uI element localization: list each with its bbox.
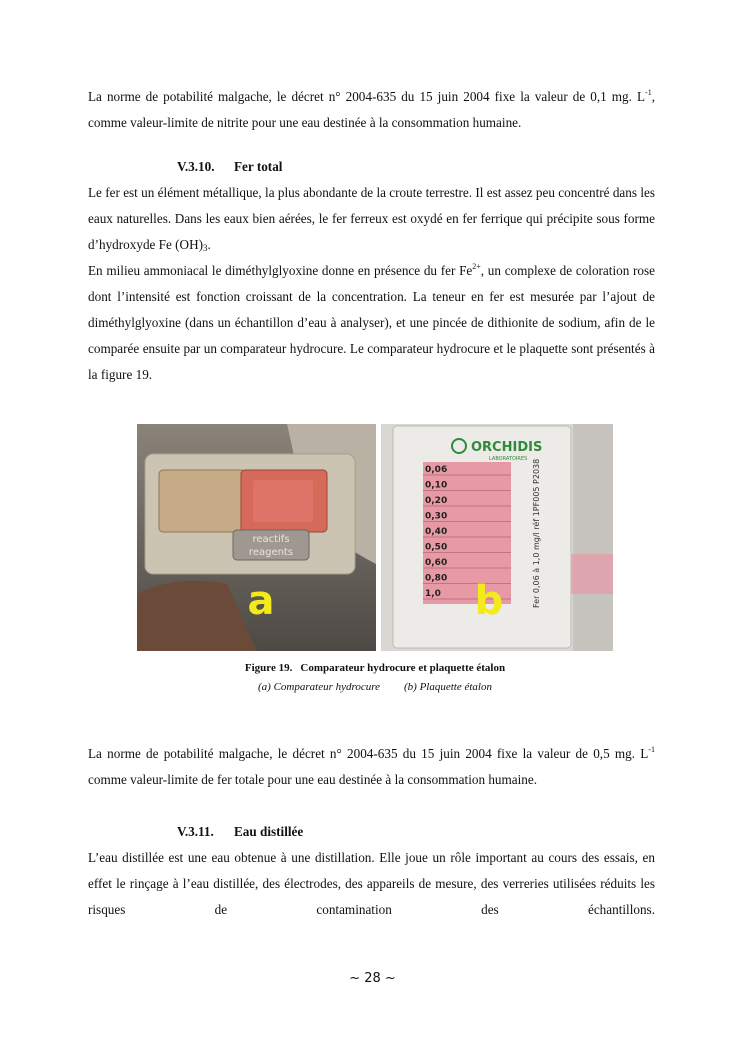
scale-value: 0,30 — [425, 511, 448, 522]
section-number: V.3.11. — [177, 824, 214, 839]
section-title: Fer total — [234, 159, 283, 174]
scale-plate-illustration — [381, 424, 613, 651]
scale-value: 0,20 — [425, 496, 448, 506]
reactifs-label: reactifs — [252, 534, 290, 545]
scale-value: 0,80 — [425, 573, 448, 584]
paragraph-fer-intro: Le fer est un élément métallique, la plus abondante de la croute terrestre. Il est assez peu concentré dans les eaux naturelles. Dans les eaux bien aérées, le fer ferreux est oxydé en fer ferrique qui précipite sous forme d’hydroxyde Fe $(OH)_3$. — [88, 185, 655, 253]
page-body-lower — [88, 741, 655, 923]
photo-comparateur-hydrocure — [137, 424, 376, 651]
section-title: Eau distillée — [234, 824, 304, 839]
comparator-illustration — [137, 424, 376, 651]
scale-value: 0,50 — [425, 542, 448, 553]
page-body — [88, 84, 655, 388]
figure-label-a: a — [247, 578, 275, 624]
section-heading-eau-distillee — [88, 819, 655, 845]
page-number: ~ 28 ~ — [349, 971, 396, 986]
subcaption-a: (a) Comparateur hydrocure — [258, 681, 380, 693]
scale-value: 0,60 — [425, 558, 448, 568]
caption-label: Figure 19. — [244, 662, 293, 674]
scale-value: 0,10 — [425, 480, 448, 491]
scale-value: 1,0 — [425, 589, 441, 599]
caption-title: Comparateur hydrocure et plaquette étalon — [300, 662, 506, 674]
subcaption-b: (b) Plaquette étalon — [404, 681, 492, 693]
brand-sub: LABORATOIRES — [489, 456, 528, 462]
brand-orchidis: ORCHIDIS — [471, 440, 543, 455]
figure-caption — [137, 660, 613, 698]
scale-value: 0,06 — [425, 465, 448, 475]
paragraph-nitrite-norm: La norme de potabilité malgache, le décret n° 2004-635 du 15 juin 2004 fixe la valeur de 0,1 mg. $L^{-1}$, comme valeur-limite de nitrite pour une eau destinée à la consommation humaine. — [88, 88, 655, 130]
paragraph-eau-distillee: L’eau distillée est une eau obtenue à une distillation. Elle joue un rôle important au cours des essais, en effet le rinçage à l’eau distillée, des électrodes, des appareils de mesure, des verreries utilisées réduits les risques de contamination des échantillons. — [88, 850, 655, 917]
paragraph-fer-norm: La norme de potabilité malgache, le décret n° 2004-635 du 15 juin 2004 fixe la valeur de 0,5 mg. $L^{-1}$ comme valeur-limite de fer totale pour une eau destinée à la consommation humaine. — [88, 745, 655, 787]
scale-vertical-label: Fer 0,06 à 1,0 mg/l réf 1PF005 P2038 — [532, 458, 541, 608]
photo-plaquette-etalon — [381, 424, 613, 651]
section-heading-fer-total — [88, 154, 655, 180]
section-number: V.3.10. — [177, 159, 215, 174]
figure-label-b: b — [474, 578, 504, 624]
scale-value: 0,40 — [425, 527, 448, 537]
paragraph-fer-method: En milieu ammoniacal le diméthylglyoxine donne en présence du fer $Fe^{2+}$, un complexe de coloration rose dont l’intensité est fonction croissant de la concentration. La teneur en fer est mesurée par l’ajout de diméthylglyoxine (dans un échantillon d’eau à analyser), et une pincée de dithionite de sodium, afin de le comparée ensuite par un comparateur hydrocure. Le comparateur hydrocure et le plaquette sont présentés à la figure 19. — [88, 262, 655, 382]
figure-19 — [137, 424, 613, 651]
reagents-label: reagents — [248, 547, 294, 558]
